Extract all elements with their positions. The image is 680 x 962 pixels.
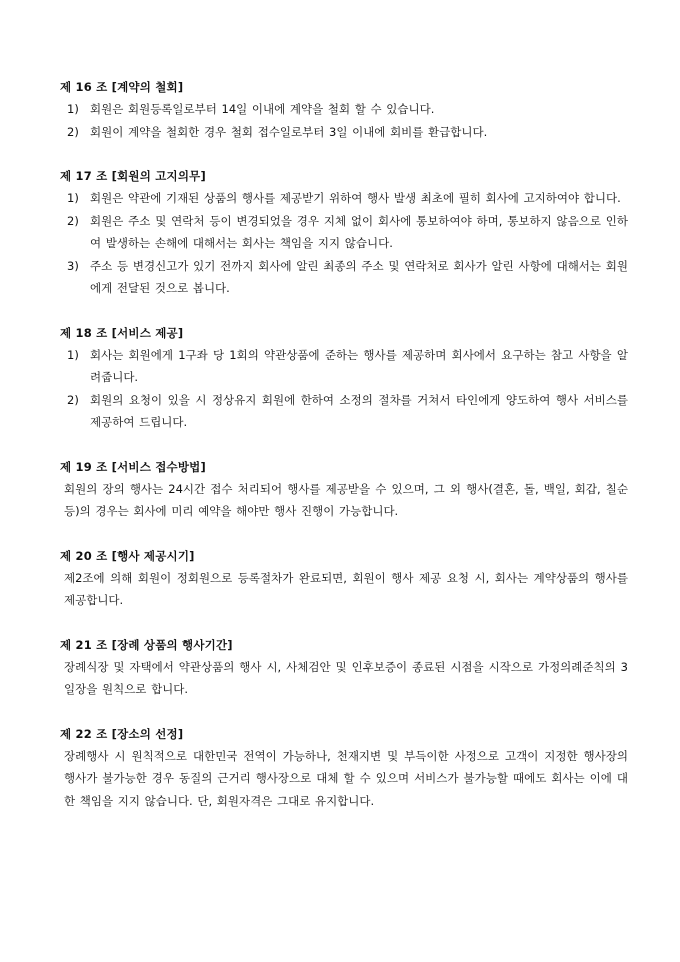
article-title: 제 16 조 [계약의 철회] bbox=[60, 80, 184, 94]
item-text: 회원이 계약을 철회한 경우 철회 접수일로부터 3일 이내에 회비를 환급합니다. bbox=[90, 124, 488, 139]
article-body: 회원의 장의 행사는 24시간 접수 처리되어 행사를 제공받을 수 있으며, 그 외 행사(결혼, 돌, 백일, 회갑, 칠순 등)의 경우는 회사에 미리 예약을 해야만 행사 진행이 가능합니다. bbox=[64, 481, 628, 518]
article-item bbox=[60, 210, 628, 255]
item-text: 회원은 회원등록일로부터 14일 이내에 계약을 철회 할 수 있습니다. bbox=[90, 102, 435, 116]
article-body: 제2조에 의해 회원이 정회원으로 등록절차가 완료되면, 회원이 행사 제공 요청 시, 회사는 계약상품의 행사를 제공합니다. bbox=[64, 570, 628, 607]
item-number: 1) bbox=[67, 102, 79, 116]
item-text: 회원은 약관에 기재된 상품의 행사를 제공받기 위하여 행사 발생 최초에 필히 회사에 고지하여야 합니다. bbox=[90, 191, 621, 205]
item-number: 1) bbox=[67, 191, 79, 205]
article-22 bbox=[60, 723, 628, 813]
item-number: 1) bbox=[67, 347, 79, 362]
article-item bbox=[60, 389, 628, 434]
article-title: 제 17 조 [회원의 고지의무] bbox=[60, 169, 206, 183]
item-number: 2) bbox=[67, 124, 79, 139]
item-number: 2) bbox=[67, 213, 79, 228]
article-21 bbox=[60, 634, 628, 701]
article-item bbox=[60, 255, 628, 300]
article-body: 장례행사 시 원칙적으로 대한민국 전역이 가능하나, 천재지변 및 부득이한 사정으로 고객이 지정한 행사장의 행사가 불가능한 경우 동질의 근거리 행사장으로 대체 할 수 있으며 서비스가 불가능할 때에도 회사는 이에 대한 책임을 지지 않습니다. 단, 회원자격은 그대로 유지합니다. bbox=[64, 748, 628, 808]
article-20 bbox=[60, 545, 628, 612]
article-item bbox=[60, 344, 628, 389]
article-16 bbox=[60, 76, 628, 143]
article-title: 제 22 조 [장소의 선정] bbox=[60, 726, 184, 741]
article-19 bbox=[60, 456, 628, 523]
item-text: 회원의 요청이 있을 시 정상유지 회원에 한하여 소정의 절차를 거쳐서 타인에게 양도하여 행사 서비스를 제공하여 드립니다. bbox=[90, 392, 628, 429]
article-item bbox=[60, 121, 628, 144]
item-text: 회원은 주소 및 연락처 등이 변경되었을 경우 지체 없이 회사에 통보하여야 하며, 통보하지 않음으로 인하여 발생하는 손해에 대해서는 회사는 책임을 지지 않습니다. bbox=[90, 213, 628, 250]
article-18 bbox=[60, 322, 628, 434]
item-text: 회사는 회원에게 1구좌 당 1회의 약관상품에 준하는 행사를 제공하며 회사에서 요구하는 참고 사항을 알려줍니다. bbox=[90, 347, 628, 384]
item-number: 2) bbox=[67, 392, 79, 407]
article-title: 제 18 조 [서비스 제공] bbox=[60, 325, 184, 340]
article-title: 제 19 조 [서비스 접수방법] bbox=[60, 459, 206, 474]
article-item bbox=[60, 187, 628, 210]
article-item bbox=[60, 98, 628, 121]
article-title: 제 21 조 [장례 상품의 행사기간] bbox=[60, 637, 233, 652]
item-text: 주소 등 변경신고가 있기 전까지 회사에 알린 최종의 주소 및 연락처로 회사가 알린 사항에 대해서는 회원에게 전달된 것으로 봅니다. bbox=[90, 258, 628, 295]
article-body: 장례식장 및 자택에서 약관상품의 행사 시, 사체검안 및 인후보증이 종료된 시점을 시작으로 가정의례준칙의 3일장을 원칙으로 합니다. bbox=[64, 659, 628, 696]
item-number: 3) bbox=[67, 258, 79, 273]
article-17 bbox=[60, 165, 628, 300]
article-title: 제 20 조 [행사 제공시기] bbox=[60, 548, 195, 563]
